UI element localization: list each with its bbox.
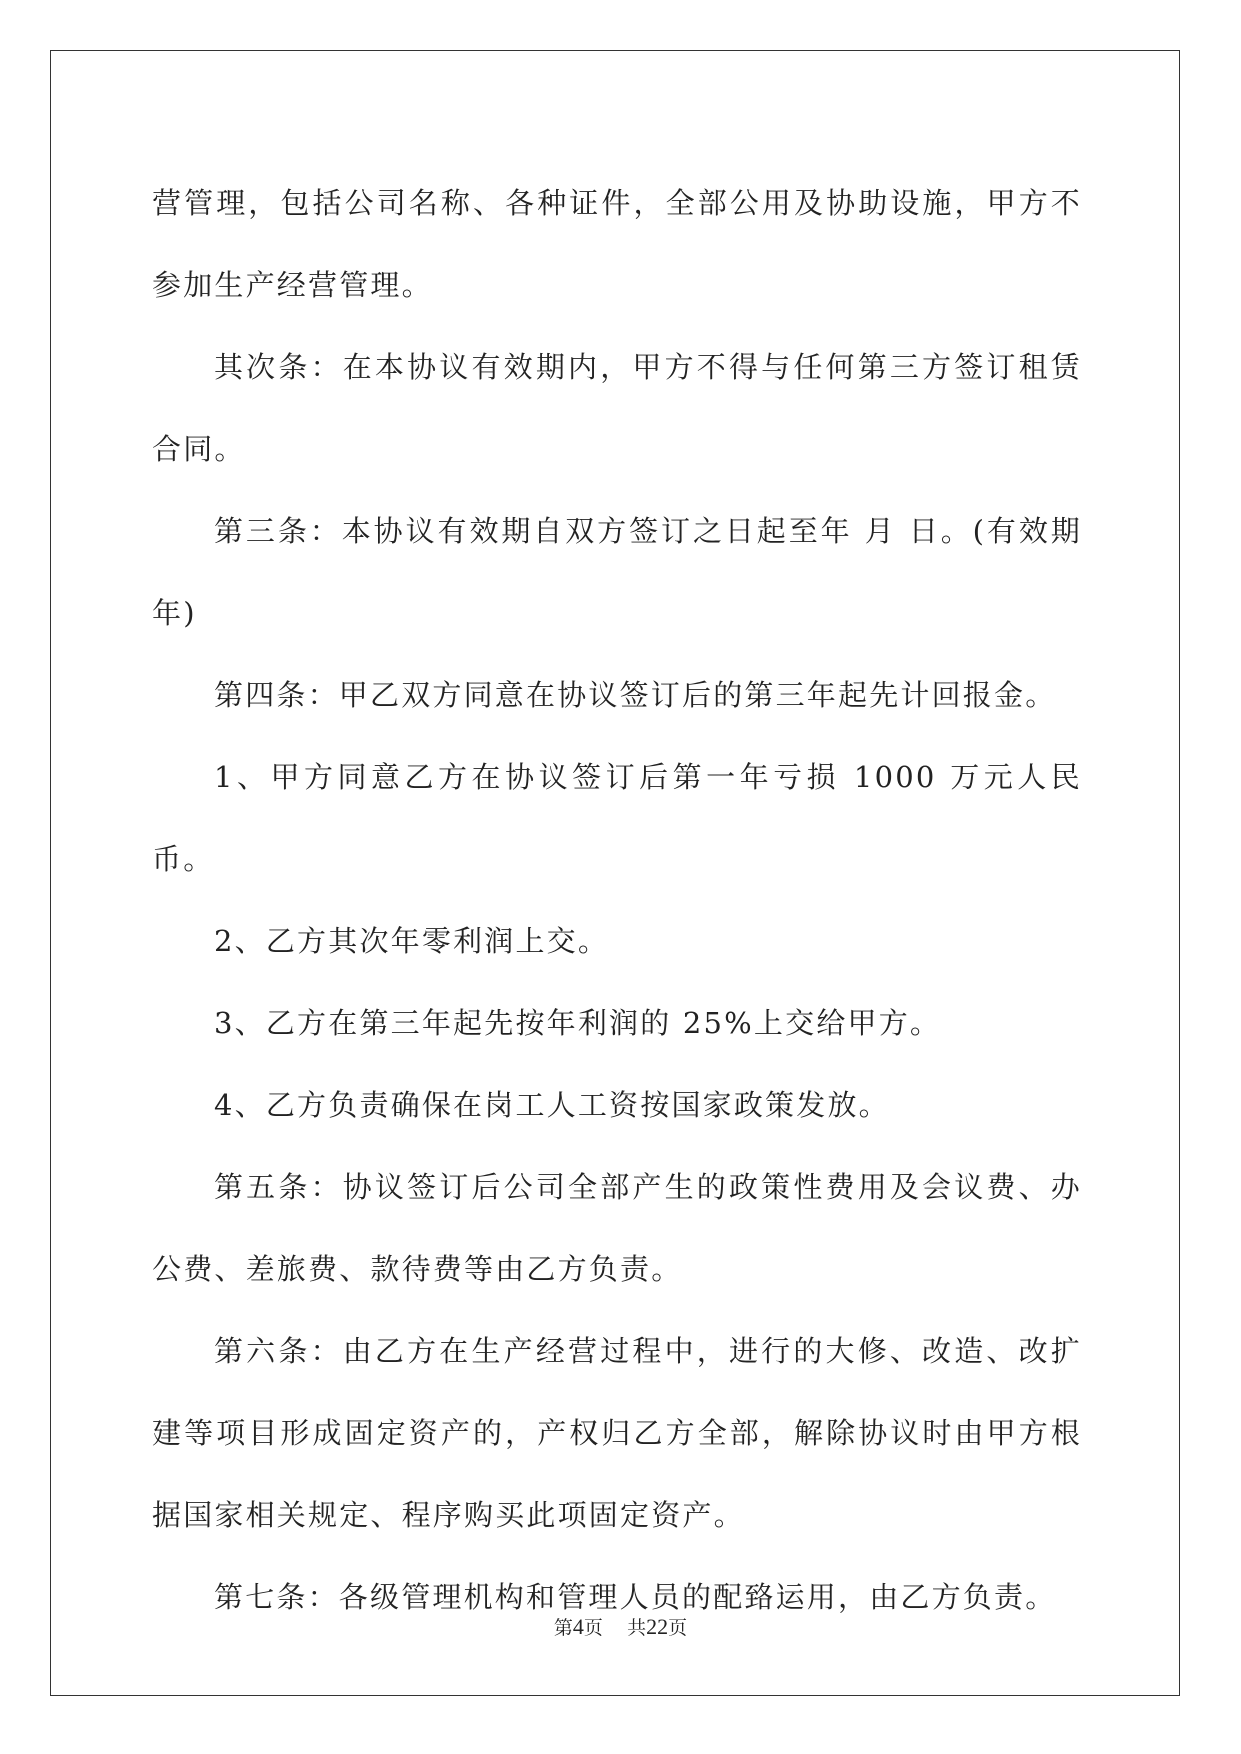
document-body: [152, 162, 1082, 1638]
total-pages: 22: [646, 1614, 669, 1639]
list-item-1: 1、甲方同意乙方在协议签订后第一年亏损 1000 万元人民币。: [152, 760, 1082, 876]
paragraph-article-4: 第四条：甲乙双方同意在协议签订后的第三年起先计回报金。: [214, 678, 1057, 712]
paragraph-article-6: 第六条：由乙方在生产经营过程中，进行的大修、改造、改扩建等项目形成固定资产的，产权归乙方全部，解除协议时由甲方根据国家相关规定、程序购买此项固定资产。: [152, 1334, 1082, 1532]
paragraph-article-3: 第三条：本协议有效期自双方签订之日起至年 月 日。(有效期年): [152, 514, 1082, 630]
page-prefix: 第: [553, 1617, 573, 1639]
page-footer: [0, 1613, 1241, 1640]
total-prefix: 共: [627, 1617, 647, 1639]
paragraph-article-7: 第七条：各级管理机构和管理人员的配臵运用，由乙方负责。: [214, 1580, 1057, 1614]
list-item-3: 3、乙方在第三年起先按年利润的 25%上交给甲方。: [214, 1006, 942, 1040]
paragraph-article-5: 第五条：协议签订后公司全部产生的政策性费用及会议费、办公费、差旅费、款待费等由乙方负责。: [152, 1170, 1082, 1286]
paragraph-article-2: 其次条：在本协议有效期内，甲方不得与任何第三方签订租赁合同。: [152, 350, 1082, 466]
list-item-2: 2、乙方其次年零利润上交。: [214, 924, 610, 958]
list-item-4: 4、乙方负责确保在岗工人工资按国家政策发放。: [214, 1088, 890, 1122]
total-suffix: 页: [668, 1617, 688, 1639]
page-number: 4: [572, 1614, 584, 1639]
page-suffix: 页: [583, 1617, 603, 1639]
paragraph-continuation: 营管理，包括公司名称、各种证件，全部公用及协助设施，甲方不参加生产经营管理。: [152, 186, 1082, 302]
